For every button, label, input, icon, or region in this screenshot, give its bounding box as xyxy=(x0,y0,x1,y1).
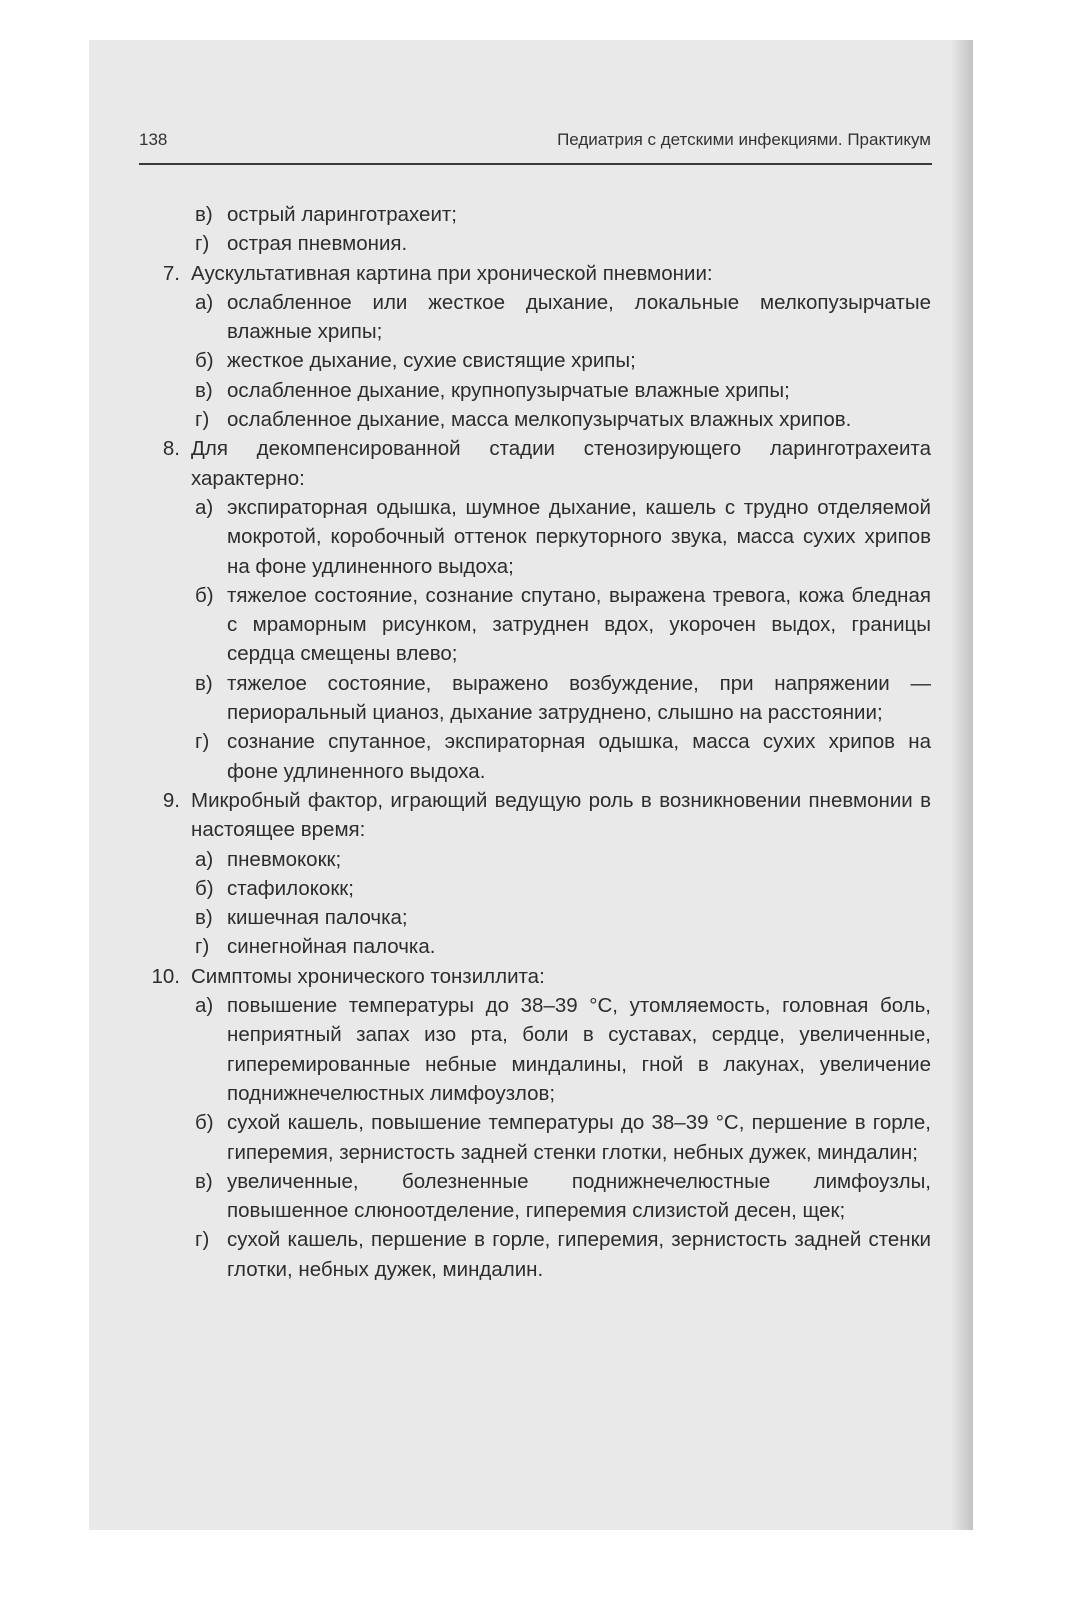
header-rule xyxy=(139,163,932,165)
book-page xyxy=(89,40,973,1530)
option-text: тяжелое состояние, выражено возбуждение, при напряжении — периоральный цианоз, дыхание затруднено, слышно на расстоянии; xyxy=(227,671,931,725)
option-label: а) xyxy=(195,847,214,871)
answer-option xyxy=(139,1225,931,1284)
option-label: б) xyxy=(195,349,214,373)
option-text: ослабленное или жесткое дыхание, локальные мелкопузырчатые влажные хрипы; xyxy=(227,290,931,344)
answer-option xyxy=(139,581,931,669)
question-10 xyxy=(139,962,931,991)
answer-option xyxy=(139,405,931,434)
question-text: Симптомы хронического тонзиллита: xyxy=(191,964,545,988)
running-head xyxy=(139,130,931,154)
option-text: повышение температуры до 38–39 °С, утомляемость, головная боль, неприятный запах изо рта, боли в суставах, сердце, увеличенные, гиперемированные небные миндалины, гной в лакунах, увеличение поднижнечелюстных лимфоузлов; xyxy=(227,994,931,1105)
option-text: тяжелое состояние, сознание спутано, выражена тревога, кожа бледная с мраморным рисунком, затруднен вдох, укорочен выдох, границы сердца смещены влево; xyxy=(227,583,931,666)
answer-option xyxy=(139,669,931,728)
question-8 xyxy=(139,434,931,493)
option-text: пневмококк; xyxy=(227,847,342,871)
answer-option xyxy=(139,991,931,1108)
answer-option xyxy=(139,874,931,903)
answer-option xyxy=(139,346,931,375)
question-text: Аускультативная картина при хронической пневмонии: xyxy=(191,261,713,285)
option-text: сознание спутанное, экспираторная одышка, масса сухих хрипов на фоне удлиненного выдоха. xyxy=(227,730,931,783)
option-label: б) xyxy=(195,876,214,900)
answer-option xyxy=(139,1108,931,1167)
question-text: Для декомпенсированной стадии стенозирующего ларинготрахеита характерно: xyxy=(191,437,931,490)
option-text: острый ларинготрахеит; xyxy=(227,203,457,226)
option-label: в) xyxy=(195,671,213,695)
option-text: жесткое дыхание, сухие свистящие хрипы; xyxy=(227,349,636,373)
page-number: 138 xyxy=(139,130,168,149)
option-label: г) xyxy=(195,730,210,754)
question-number: 7. xyxy=(162,261,180,285)
option-text: экспираторная одышка, шумное дыхание, кашель с трудно отделяемой мокротой, коробочный оттенок перкуторного звука, масса сухих хрипов на фоне удлиненного выдоха; xyxy=(227,495,931,578)
option-label: б) xyxy=(195,1111,214,1135)
option-text: сухой кашель, повышение температуры до 38–39 °С, першение в горле, гиперемия, зернистость задней стенки глотки, небных дужек, миндалин; xyxy=(227,1111,931,1164)
page-content xyxy=(139,200,931,1284)
option-text: ослабленное дыхание, крупнопузырчатые влажные хрипы; xyxy=(227,378,790,402)
answer-option xyxy=(139,288,931,347)
answer-option xyxy=(139,376,931,405)
option-label: в) xyxy=(195,1169,213,1193)
book-title: Педиатрия с детскими инфекциями. Практикум xyxy=(557,130,931,149)
answer-option xyxy=(139,229,931,258)
answer-option xyxy=(139,903,931,932)
question-number: 10. xyxy=(151,964,180,988)
option-text: ослабленное дыхание, масса мелкопузырчатых влажных хрипов. xyxy=(227,408,852,432)
answer-option xyxy=(139,727,931,786)
option-text: увеличенные, болезненные поднижнечелюстные лимфоузлы, повышенное слюноотделение, гиперемия слизистой десен, щек; xyxy=(227,1169,931,1223)
answer-option xyxy=(139,493,931,581)
binding-shadow xyxy=(951,40,973,1530)
question-number: 8. xyxy=(162,437,180,461)
option-label: г) xyxy=(195,232,210,256)
option-label: б) xyxy=(195,583,214,607)
option-text: острая пневмония. xyxy=(227,232,408,256)
answer-option xyxy=(139,1167,931,1226)
question-7 xyxy=(139,259,931,288)
option-label: г) xyxy=(195,408,210,432)
answer-option xyxy=(139,200,931,229)
question-number: 9. xyxy=(162,788,180,812)
option-label: в) xyxy=(195,906,213,930)
option-label: в) xyxy=(195,203,213,226)
option-text: сухой кашель, першение в горле, гиперемия, зернистость задней стенки глотки, небных дужек, миндалин. xyxy=(227,1228,931,1281)
option-label: г) xyxy=(195,1228,210,1252)
option-label: г) xyxy=(195,935,210,959)
answer-option xyxy=(139,845,931,874)
option-label: в) xyxy=(195,378,213,402)
option-label: а) xyxy=(195,994,214,1018)
option-text: стафилококк; xyxy=(227,876,354,900)
option-label: а) xyxy=(195,290,214,314)
answer-option xyxy=(139,932,931,961)
question-9 xyxy=(139,786,931,845)
option-text: синегнойная палочка. xyxy=(227,935,436,959)
question-text: Микробный фактор, играющий ведущую роль в возникновении пневмонии в настоящее время: xyxy=(191,788,931,842)
option-label: а) xyxy=(195,495,214,519)
option-text: кишечная палочка; xyxy=(227,906,408,930)
